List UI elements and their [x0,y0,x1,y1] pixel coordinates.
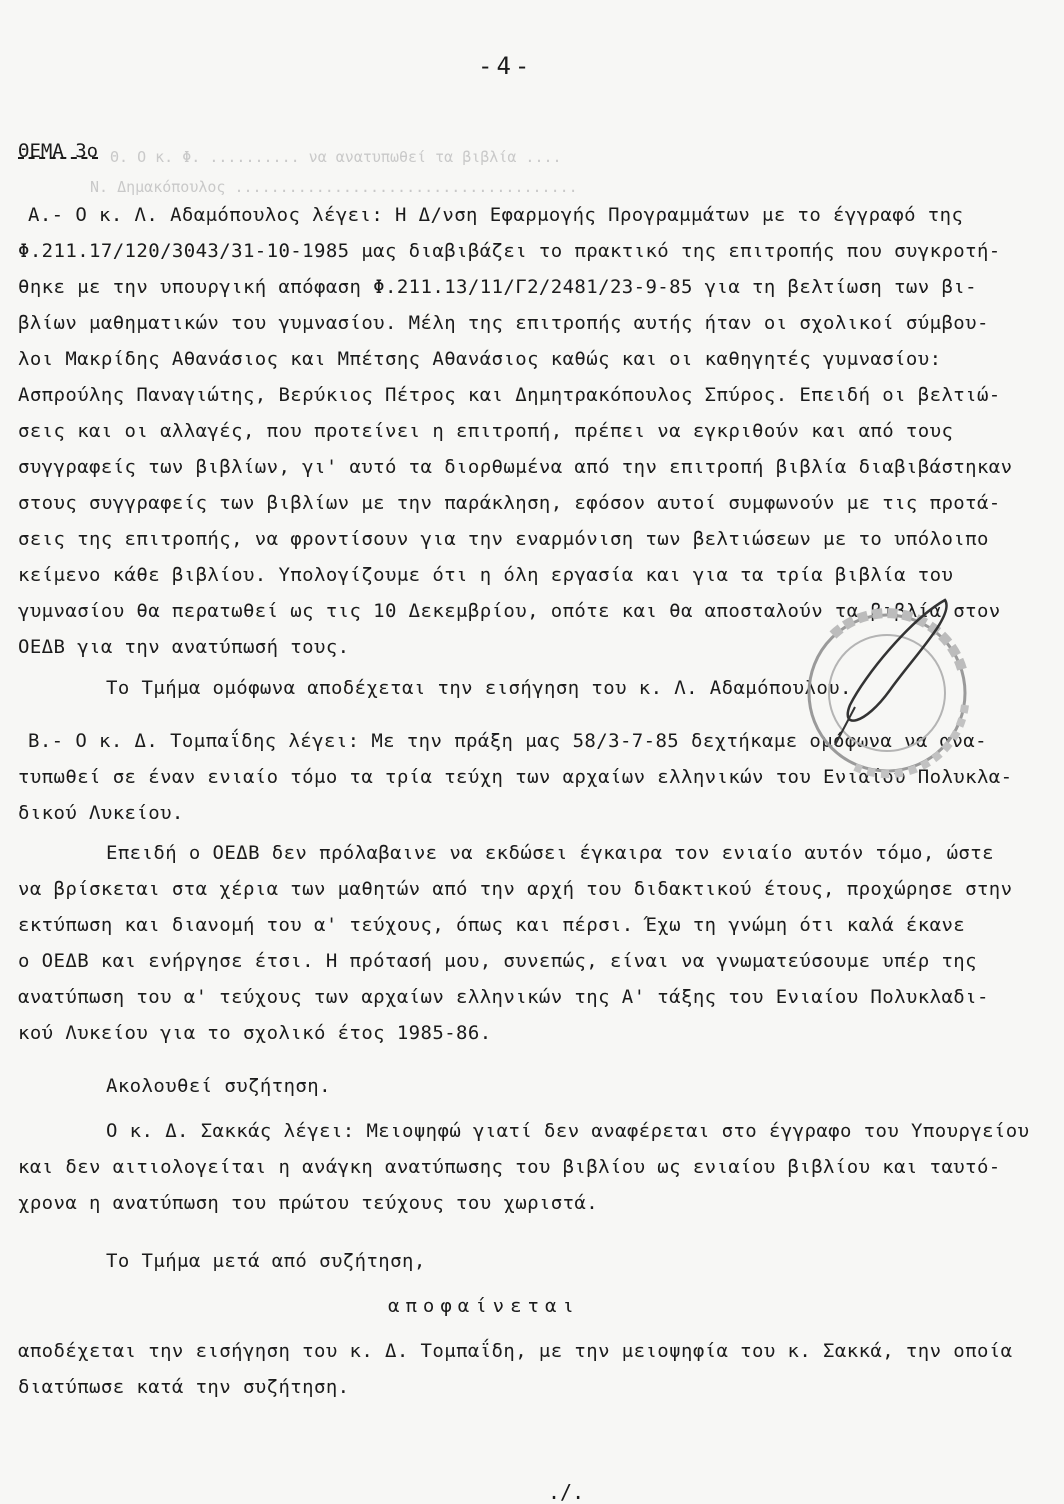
section-heading: ΘΕΜΑ 3ο [18,140,99,162]
text-line: χρονα η ανατύπωση του πρώτου τεύχους του χωριστά. [18,1192,599,1214]
text-line: Το Τμήμα μετά από συζήτηση, [106,1250,426,1272]
text-line: ο ΟΕΔΒ και ενήργησε έτσι. Η πρότασή μου, συνεπώς, είναι να γνωματεύσουμε υπέρ της [18,950,977,972]
text-line: κείμενο κάθε βιβλίου. Υπολογίζουμε ότι η όλη εργασία και για τα τρία βιβλία του [18,564,954,586]
bleed-through-text: Ν. Δημακόπουλος ...................................... [90,178,578,196]
text-line: δικού Λυκείου. [18,802,184,824]
text-line: εκτύπωση και διανομή του α' τεύχους, όπως και πέρσι. Έχω τη γνώμη ότι καλά έκανε [18,914,966,936]
text-line: γυμνασίου θα περατωθεί ως τις 10 Δεκεμβρίου, οπότε και θα αποσταλούν τα βιβλία στον [18,600,1001,622]
decision-heading: αποφαίνεται [388,1295,580,1317]
text-line: τυπωθεί σε έναν ενιαίο τόμο τα τρία τεύχη των αρχαίων ελληνικών του Ενιαίου Πολυκλα- [18,766,1013,788]
text-line: ανατύπωση του α' τεύχους των αρχαίων ελληνικών της Α' τάξης του Ενιαίου Πολυκλαδι- [18,986,989,1008]
text-line: να βρίσκεται στα χέρια των μαθητών από την αρχή του διδακτικού έτους, προχώρησε στην [18,878,1013,900]
text-line: Α.- Ο κ. Λ. Αδαμόπουλος λέγει: Η Δ/νση Εφαρμογής Προγραμμάτων με το έγγραφό της [28,204,964,226]
bleed-through-text: Θ. Ο κ. Φ. .......... να ανατυπωθεί τα βιβλία .... [110,148,562,166]
text-line: και δεν αιτιολογείται η ανάγκη ανατύπωσης του βιβλίου ως ενιαίου βιβλίου και ταυτό- [18,1156,1001,1178]
text-line: Β.- Ο κ. Δ. Τομπαΐδης λέγει: Με την πράξη μας 58/3-7-85 δεχτήκαμε ομόφωνα να ανα- [28,730,987,752]
page-number: -4- [478,52,534,80]
continuation-mark: ./. [548,1480,585,1504]
text-line: Ασπρούλης Παναγιώτης, Βερύκιος Πέτρος και Δημητρακόπουλος Σπύρος. Επειδή οι βελτιώ- [18,384,1001,406]
text-line: σεις της επιτροπής, να φροντίσουν για την εναρμόνιση των βελτιώσεων με το υπόλοιπο [18,528,989,550]
text-line: ΟΕΔΒ για την ανατύπωσή τους. [18,636,350,658]
text-line: στους συγγραφείς των βιβλίων με την παράκληση, εφόσον αυτοί συμφωνούν με τις προτά- [18,492,1001,514]
text-line: θηκε με την υπουργική απόφαση Φ.211.13/11/Γ2/2481/23-9-85 για τη βελτίωση των βι- [18,276,977,298]
text-line: αποδέχεται την εισήγηση του κ. Δ. Τομπαΐδη, με την μειοψηφία του κ. Σακκά, την οποία [18,1340,1013,1362]
text-line: συγγραφείς των βιβλίων, γι' αυτό τα διορθωμένα από την επιτροπή βιβλία διαβιβάστηκαν [18,456,1013,478]
text-line: λοι Μακρίδης Αθανάσιος και Μπέτσης Αθανάσιος καθώς και οι καθηγητές γυμνασίου: [18,348,942,370]
text-line: Ο κ. Δ. Σακκάς λέγει: Μειοψηφώ γιατί δεν αναφέρεται στο έγγραφο του Υπουργείου [106,1120,1030,1142]
text-line: διατύπωσε κατά την συζήτηση. [18,1376,350,1398]
text-line: Το Τμήμα ομόφωνα αποδέχεται την εισήγηση του κ. Λ. Αδαμόπουλου. [106,677,852,699]
text-line: κού Λυκείου για το σχολικό έτος 1985-86. [18,1022,492,1044]
text-line: βλίων μαθηματικών του γυμνασίου. Μέλη της επιτροπής αυτής ήταν οι σχολικοί σύμβου- [18,312,989,334]
text-line: Επειδή ο ΟΕΔΒ δεν πρόλαβαινε να εκδώσει έγκαιρα τον ενιαίο αυτόν τόμο, ώστε [106,842,994,864]
text-line: σεις και οι αλλαγές, που προτείνει η επιτροπή, πρέπει να εγκριθούν και από τους [18,420,954,442]
text-line: Ακολουθεί συζήτηση. [106,1075,331,1097]
official-stamp [795,595,995,795]
text-line: Φ.211.17/120/3043/31-10-1985 μας διαβιβάζει το πρακτικό της επιτροπής που συγκροτή- [18,240,1001,262]
